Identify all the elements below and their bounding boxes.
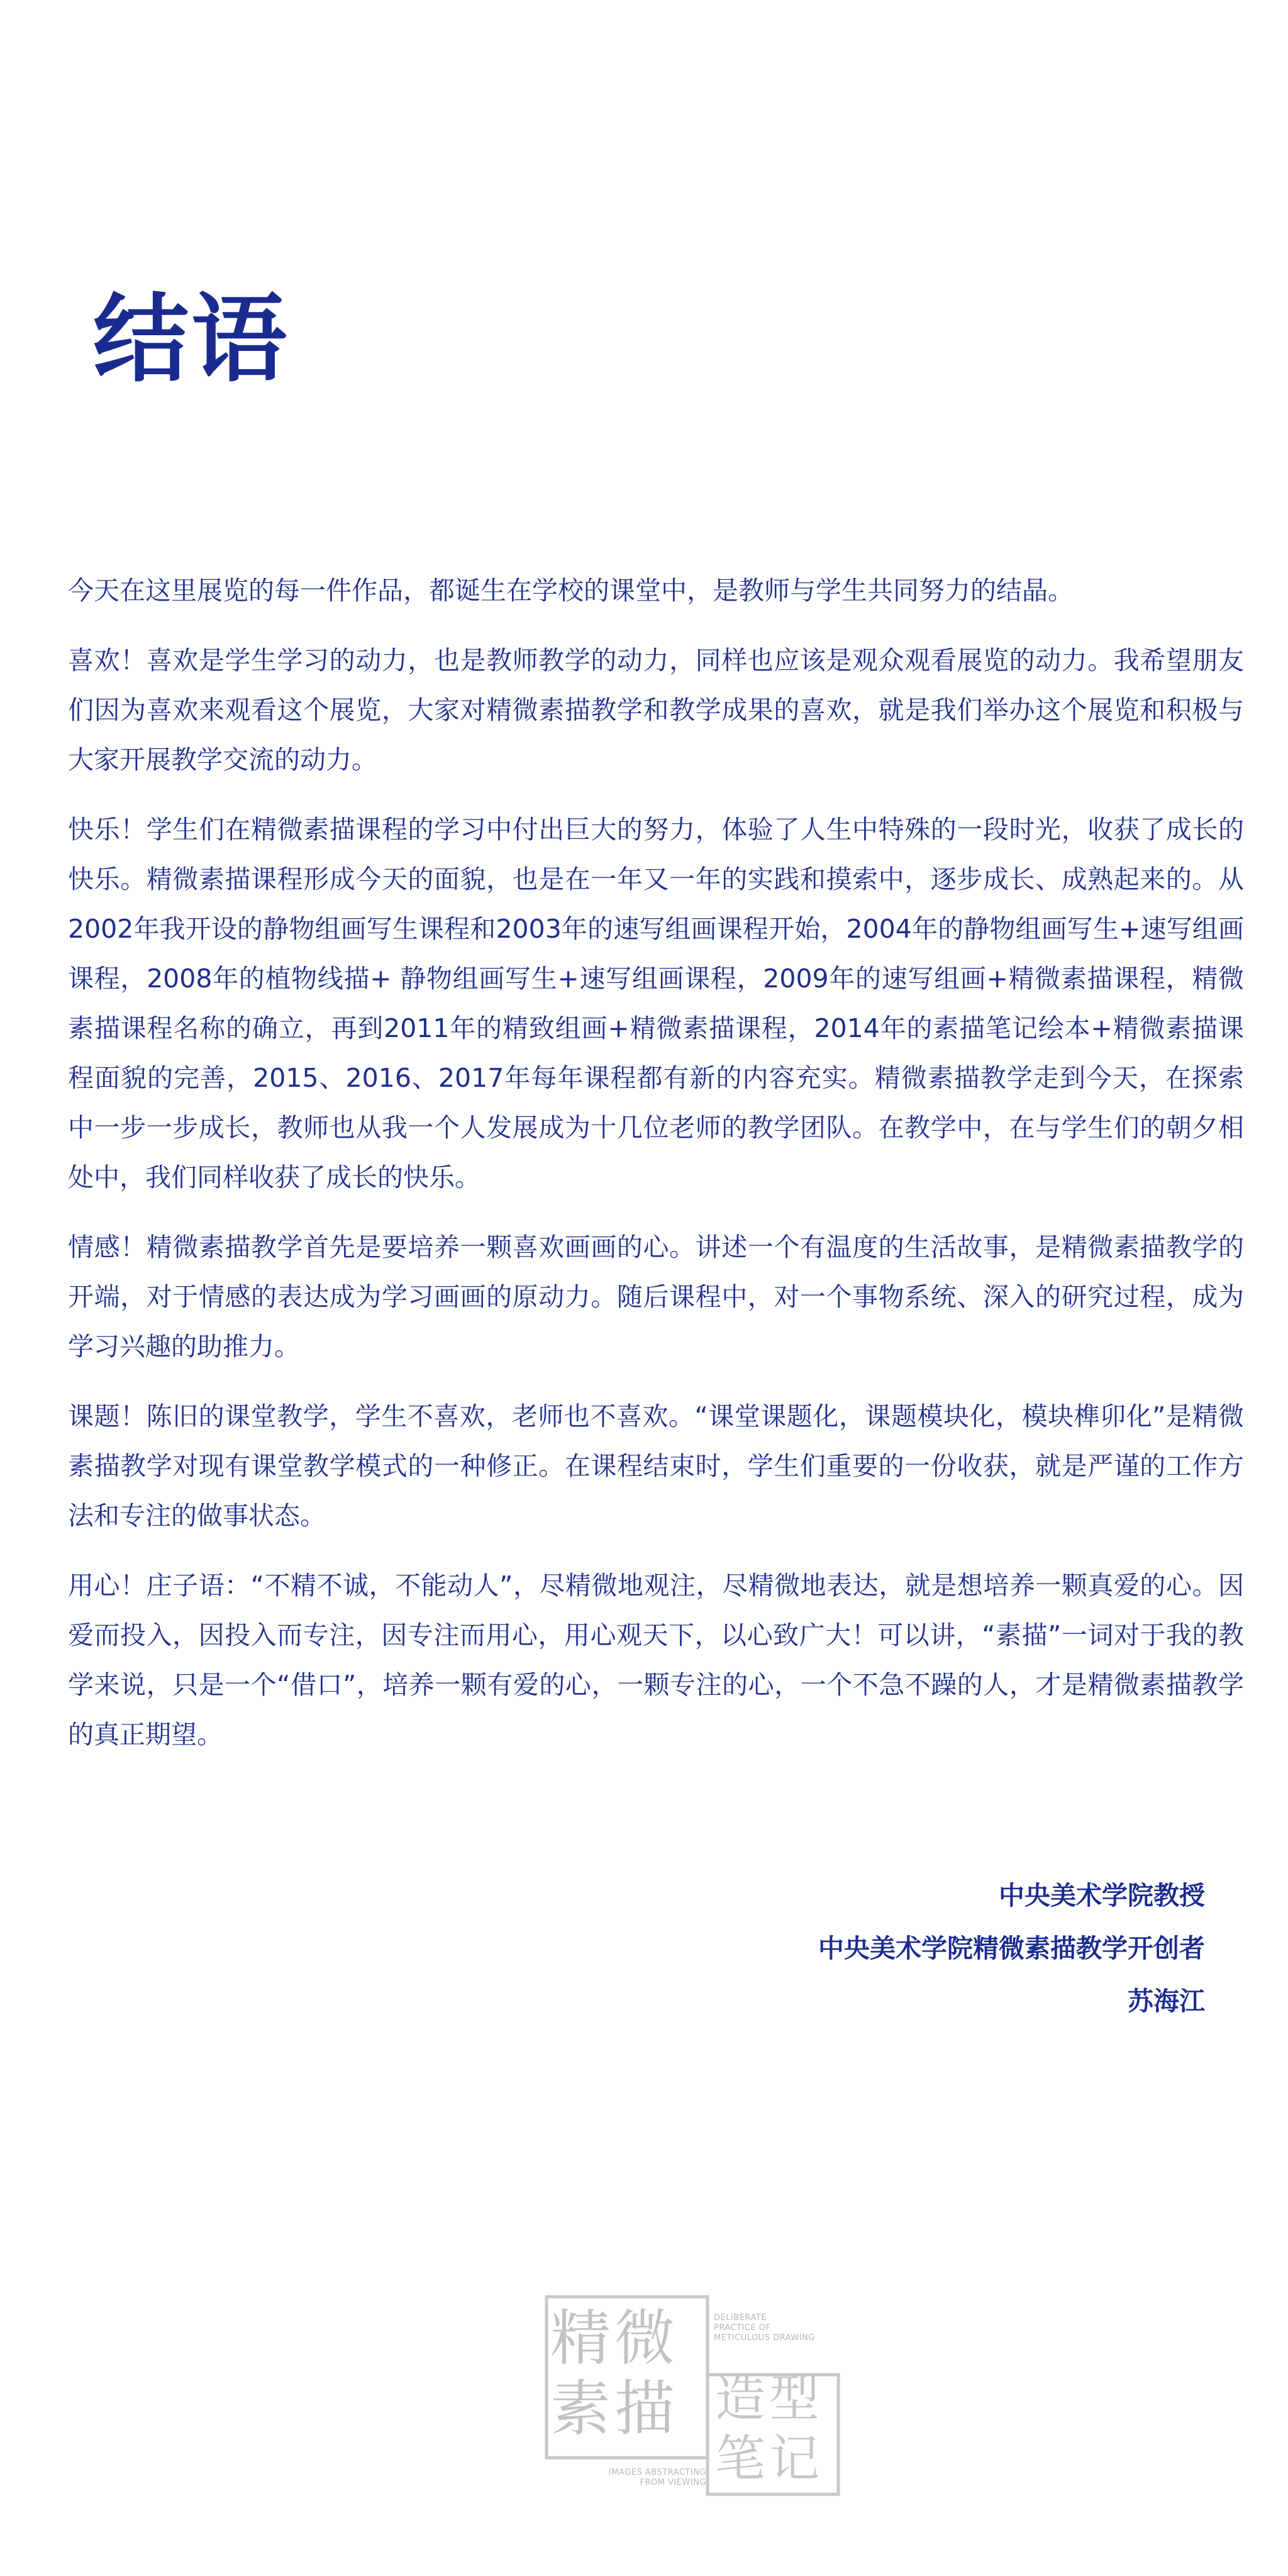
logo-english-bottom: IMAGES ABSTRACTING FROM VIEWING <box>609 2468 706 2487</box>
paragraph-heart: 用心！庄子语：“不精不诚，不能动人”，尽精微地观注，尽精微地表达，就是想培养一颗真爱的心。因爱而投入，因投入而专注，因专注而用心，用心观天下，以心致广大！可以讲，“素描”一词对于我的教学来说，只是一个“借口”，培养一颗有爱的心，一颗专注的心，一个不急不躁的人，才是精微素描教学的真正期望。 <box>68 1570 1244 1750</box>
page-title: 结语 <box>93 284 289 395</box>
paragraph-intro: 今天在这里展览的每一件作品，都诞生在学校的课堂中，是教师与学生共同努力的结晶。 <box>68 575 1074 606</box>
paragraph-topic: 课题！陈旧的课堂教学，学生不喜欢，老师也不喜欢。“课堂课题化，课题模块化，模块榫卯化”是精微素描教学对现有课堂教学模式的一种修正。在课程结束时，学生们重要的一份收获，就是严谨的工作方法和专注的做事状态。 <box>68 1401 1244 1531</box>
logo-english-top: DELIBERATE PRACTICE OF METICULOUS DRAWING <box>714 2313 815 2343</box>
logo-title-left: 精微素描 <box>550 2303 679 2444</box>
signature-author-name: 苏海江 <box>1128 1986 1205 2016</box>
signature-block <box>818 1869 1205 2028</box>
paragraph-emotion: 情感！精微素描教学首先是要培养一颗喜欢画画的心。讲述一个有温度的生活故事，是精微素描教学的开端，对于情感的表达成为学习画画的原动力。随后课程中，对一个事物系统、深入的研究过程，成为学习兴趣的助推力。 <box>68 1232 1244 1362</box>
signature-title-founder: 中央美术学院精微素描教学开创者 <box>818 1933 1205 1963</box>
brand-logo <box>544 2294 846 2502</box>
paragraph-joy: 快乐！学生们在精微素描课程的学习中付出巨大的努力，体验了人生中特殊的一段时光，收获了成长的快乐。精微素描课程形成今天的面貌，也是在一年又一年的实践和摸索中，逐步成长、成熟起来的。从2002年我开设的静物组画写生课程和2003年的速写组画课程开始，2004年的静物组画写生+速写组画课程，2008年的植物线描+ 静物组画写生+速写组画课程，2009年的速写组画+精微素描课程，精微素描课程名称的确立，再到2011年的精致组画+精微素描课程，2014年的素描笔记绘本+精微素描课程面貌的完善，2015、2016、2017年每年课程都有新的内容充实。精微素描教学走到今天，在探索中一步一步成长，教师也从我一个人发展成为十几位老师的教学团队。在教学中，在与学生们的朝夕相处中，我们同样收获了成长的快乐。 <box>68 814 1244 1192</box>
paragraph-like: 喜欢！喜欢是学生学习的动力，也是教师教学的动力，同样也应该是观众观看展览的动力。我希望朋友们因为喜欢来观看这个展览，大家对精微素描教学和教学成果的喜欢，就是我们举办这个展览和积极与大家开展教学交流的动力。 <box>68 645 1244 775</box>
logo-title-right: 造型笔记 <box>715 2369 823 2488</box>
article-body <box>68 566 1244 1780</box>
signature-title-professor: 中央美术学院教授 <box>999 1880 1205 1911</box>
